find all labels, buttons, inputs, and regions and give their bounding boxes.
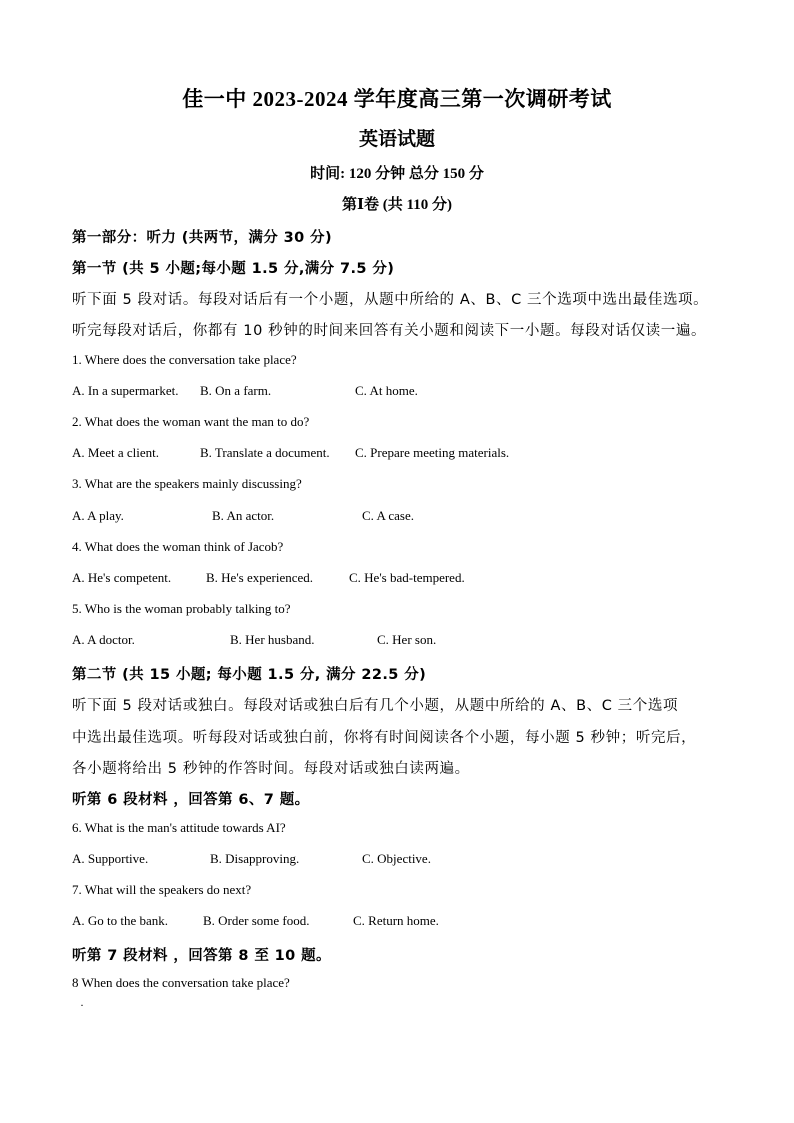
option-b: B. Disapproving. bbox=[210, 851, 300, 866]
question-stem: 5. Who is the woman probably talking to? bbox=[72, 601, 291, 616]
option-b: B. Translate a document. bbox=[200, 445, 330, 460]
option-c: C. Objective. bbox=[362, 851, 431, 866]
option-a: A. He's competent. bbox=[72, 570, 172, 585]
part1-heading: 第一部分：听力 (共两节，满分 30 分) bbox=[72, 230, 332, 246]
option-c: C. At home. bbox=[355, 383, 418, 398]
time-info: 时间: 120 分钟 总分 150 分 bbox=[310, 166, 484, 182]
stray-dot: · bbox=[80, 998, 84, 1012]
option-b: B. He's experienced. bbox=[206, 570, 314, 585]
option-a: A. In a supermarket. bbox=[72, 383, 179, 398]
section2-instruction-line1: 听下面 5 段对话或独白。每段对话或独白后有几个小题，从题中所给的 A、B、C 三个选项 bbox=[72, 698, 679, 714]
question-stem: 8 When does the conversation take place? bbox=[72, 975, 290, 990]
section2-instruction-line3: 各小题将给出 5 秒钟的作答时间。每段对话或独白读两遍。 bbox=[72, 761, 470, 777]
option-a: A. A doctor. bbox=[72, 632, 135, 647]
option-c: C. Return home. bbox=[353, 913, 439, 928]
option-b: B. Order some food. bbox=[203, 913, 310, 928]
option-a: A. Go to the bank. bbox=[72, 913, 169, 928]
option-b: B. An actor. bbox=[212, 508, 275, 523]
option-a: A. Meet a client. bbox=[72, 445, 159, 460]
material-7-heading: 听第 7 段材料 ，回答第 8 至 10 题。 bbox=[72, 948, 331, 964]
question-stem: 7. What will the speakers do next? bbox=[72, 882, 252, 897]
option-b: B. On a farm. bbox=[200, 383, 272, 398]
section2-heading: 第二节 (共 15 小题; 每小题 1.5 分, 满分 22.5 分) bbox=[72, 667, 427, 683]
material-6-heading: 听第 6 段材料 ，回答第 6、7 题。 bbox=[72, 792, 310, 808]
section1-instruction-line2: 听完每段对话后，你都有 10 秒钟的时间来回答有关小题和阅读下一小题。每段对话仅读一遍。 bbox=[72, 323, 707, 339]
option-c: C. He's bad-tempered. bbox=[349, 570, 465, 585]
question-stem: 2. What does the woman want the man to do? bbox=[72, 414, 310, 429]
question-stem: 4. What does the woman think of Jacob? bbox=[72, 539, 284, 554]
section1-instruction-line1: 听下面 5 段对话。每段对话后有一个小题，从题中所给的 A、B、C 三个选项中选出最佳选项。 bbox=[72, 292, 709, 308]
option-c: C. A case. bbox=[362, 508, 414, 523]
section1-heading: 第一节 (共 5 小题;每小题 1.5 分,满分 7.5 分) bbox=[72, 261, 395, 277]
question-stem: 1. Where does the conversation take place? bbox=[72, 352, 297, 367]
option-c: C. Prepare meeting materials. bbox=[355, 445, 510, 460]
option-a: A. Supportive. bbox=[72, 851, 149, 866]
option-c: C. Her son. bbox=[377, 632, 437, 647]
section2-instruction-line2: 中选出最佳选项。听每段对话或独白前，你将有时间阅读各个小题，每小题 5 秒钟；听完后， bbox=[72, 730, 697, 746]
subject-title: 英语试题 bbox=[358, 129, 435, 150]
option-b: B. Her husband. bbox=[230, 632, 315, 647]
volume-label: 第Ⅰ卷 (共 110 分) bbox=[342, 197, 452, 213]
question-stem: 6. What is the man's attitude towards AI? bbox=[72, 820, 286, 835]
option-a: A. A play. bbox=[72, 508, 124, 523]
exam-title: 佳一中 2023-2024 学年度高三第一次调研考试 bbox=[182, 87, 612, 111]
question-stem: 3. What are the speakers mainly discussing? bbox=[72, 476, 302, 491]
